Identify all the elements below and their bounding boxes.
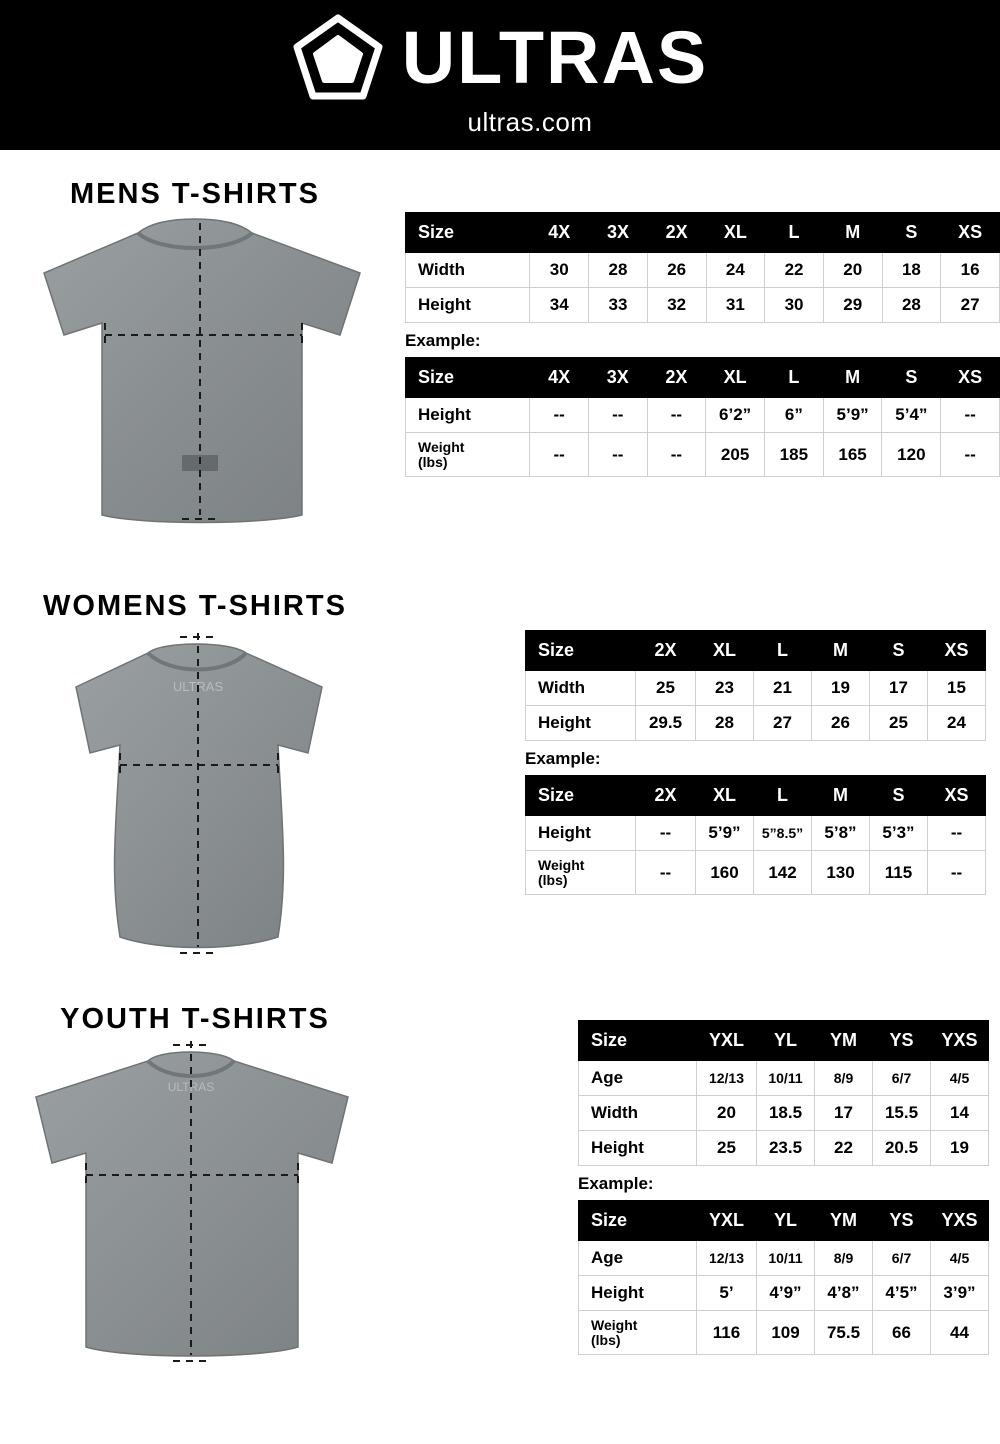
youth-tshirt-image xyxy=(30,1035,370,1385)
brand-row xyxy=(292,13,709,105)
section-title-womens: WOMENS T-SHIRTS xyxy=(43,590,347,622)
youth-example-table xyxy=(578,1200,989,1355)
svg-text:ULTRAS: ULTRAS xyxy=(172,679,224,694)
womens-example-table xyxy=(525,775,986,895)
table-header-row: Size 4X 3X 2X XL L M S XS xyxy=(406,358,1000,398)
table-row: Height 34 33 32 31 30 29 28 27 xyxy=(406,288,1000,323)
table-row: Height 5’ 4’9” 4’8” 4’5” 3’9” xyxy=(579,1276,989,1311)
brand-name: ULTRAS xyxy=(401,16,709,100)
brand-url: ultras.com xyxy=(467,106,593,137)
mens-tshirt-image xyxy=(10,215,390,540)
mens-size-table xyxy=(405,212,1000,323)
table-header-row: Size 4X 3X 2X XL L M S XS xyxy=(406,213,1000,253)
pentagon-logo-icon xyxy=(292,13,384,105)
page-header xyxy=(0,0,1000,150)
table-row: Width 20 18.5 17 15.5 14 xyxy=(579,1096,989,1131)
row-label: Weight xyxy=(591,1317,638,1333)
table-row: Weight (lbs) 116 109 75.5 66 44 xyxy=(579,1311,989,1355)
row-label-sub: (lbs) xyxy=(591,1331,621,1348)
youth-example-label: Example: xyxy=(578,1174,654,1193)
mens-example-table xyxy=(405,357,1000,477)
section-title-youth: YOUTH T-SHIRTS xyxy=(60,1003,330,1035)
table-header-row: Size YXL YL YM YS YXS xyxy=(579,1021,989,1061)
table-row: Height 29.5 28 27 26 25 24 xyxy=(526,706,986,741)
section-title-mens: MENS T-SHIRTS xyxy=(70,178,320,210)
table-row: Height 25 23.5 22 20.5 19 xyxy=(579,1131,989,1166)
row-label-sub: (lbs) xyxy=(538,871,568,888)
table-header-row: Size 2X XL L M S XS xyxy=(526,631,986,671)
table-row: Age 12/13 10/11 8/9 6/7 4/5 xyxy=(579,1241,989,1276)
svg-text:ULTRAS: ULTRAS xyxy=(167,1080,215,1094)
row-label: Weight xyxy=(418,439,465,455)
table-row: Height -- 5’9” 5”8.5” 5’8” 5’3” -- xyxy=(526,816,986,851)
womens-tshirt-image xyxy=(20,625,380,970)
table-row: Weight (lbs) -- -- -- 205 185 165 120 -- xyxy=(406,433,1000,477)
womens-size-table xyxy=(525,630,986,741)
table-row: Height -- -- -- 6’2” 6” 5’9” 5’4” -- xyxy=(406,398,1000,433)
table-header-row: Size 2X XL L M S XS xyxy=(526,776,986,816)
mens-example-label: Example: xyxy=(405,331,481,350)
table-row: Age 12/13 10/11 8/9 6/7 4/5 xyxy=(579,1061,989,1096)
table-row: Width 25 23 21 19 17 15 xyxy=(526,671,986,706)
table-row: Weight (lbs) -- 160 142 130 115 -- xyxy=(526,851,986,895)
table-row: Width 30 28 26 24 22 20 18 16 xyxy=(406,253,1000,288)
table-header-row: Size YXL YL YM YS YXS xyxy=(579,1201,989,1241)
row-label: Weight xyxy=(538,857,585,873)
row-label-sub: (lbs) xyxy=(418,453,448,470)
youth-size-table xyxy=(578,1020,989,1166)
womens-example-label: Example: xyxy=(525,749,601,768)
